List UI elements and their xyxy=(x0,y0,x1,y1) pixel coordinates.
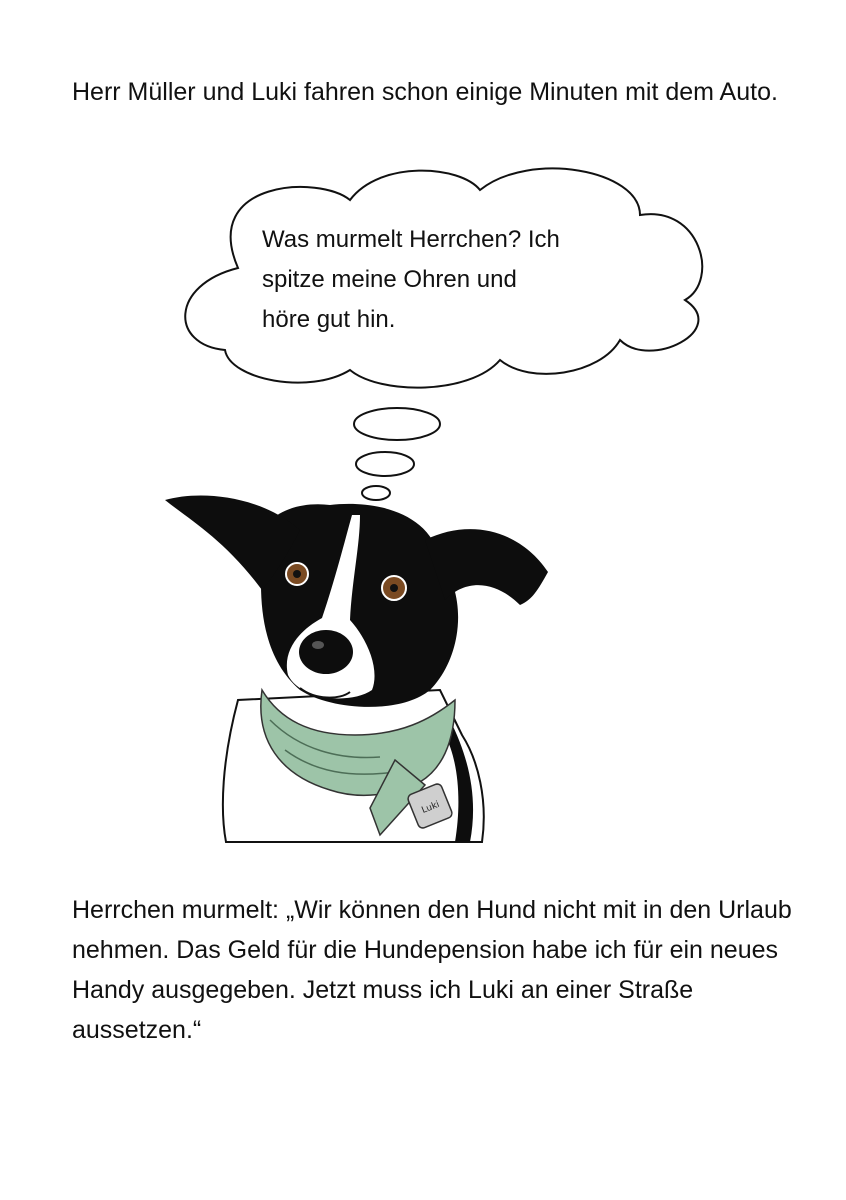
dog-nose xyxy=(299,630,353,674)
thought-bubble-small xyxy=(362,486,390,500)
intro-paragraph: Herr Müller und Luki fahren schon einige Minuten mit dem Auto. xyxy=(72,78,778,106)
thought-bubble-medium xyxy=(356,452,414,476)
dog-ear-right xyxy=(425,529,548,605)
dog-tag-text: Luki xyxy=(420,799,442,816)
thought-bubble-large xyxy=(354,408,440,440)
thought-line-1: Was murmelt Herrchen? Ich xyxy=(262,226,560,253)
outro-paragraph: Herrchen murmelt: „Wir können den Hund nicht mit in den Urlaub nehmen. Das Geld für die Hundepension habe ich für ein neues Handy ausgegeben. Jetzt muss ich Luki an einer Straße aussetzen.“ xyxy=(72,896,792,1044)
thought-line-3: höre gut hin. xyxy=(262,306,396,333)
thought-text xyxy=(262,220,602,340)
thought-line-2: spitze meine Ohren und xyxy=(262,266,517,293)
